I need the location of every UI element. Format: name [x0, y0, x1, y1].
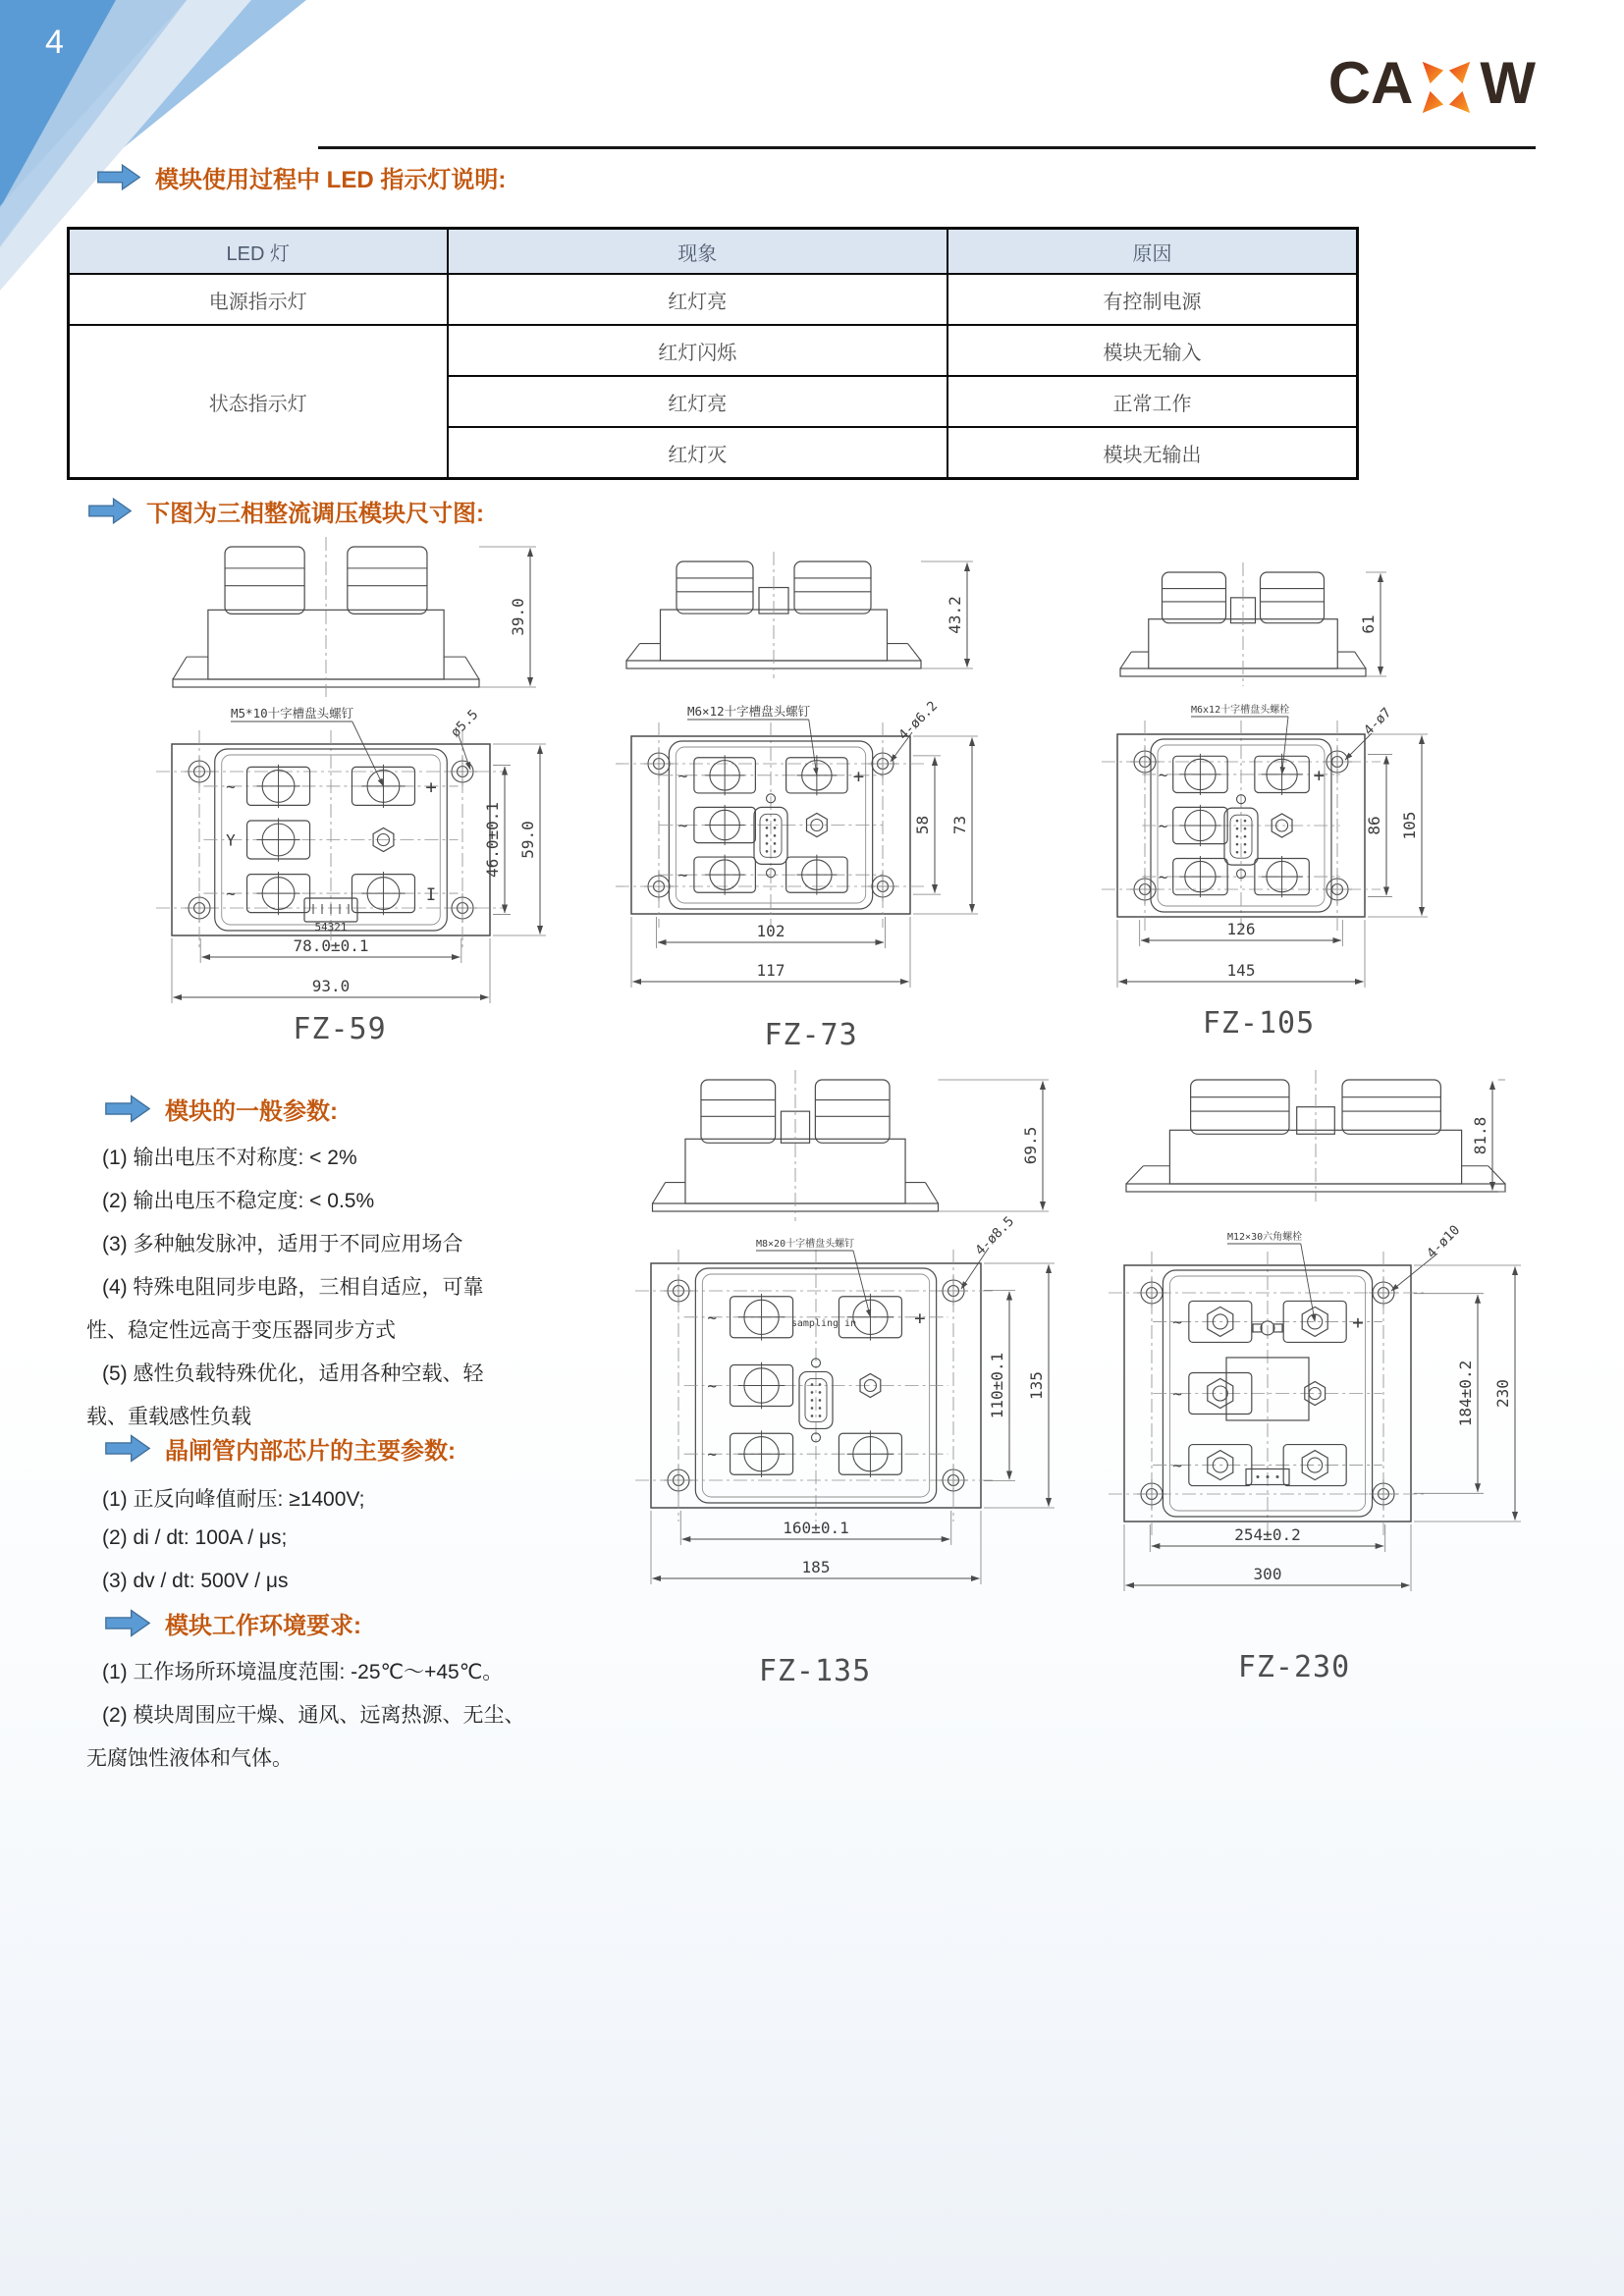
- general-param-item: 性、稳定性远高于变压器同步方式: [86, 1319, 396, 1342]
- screw-spec-label: M12×30六角螺栓: [1227, 1232, 1303, 1243]
- phase-symbol: ~: [1158, 868, 1168, 887]
- plus-terminal-label: +: [1352, 1311, 1364, 1334]
- general-param-item: 载、重载感性负载: [86, 1406, 251, 1428]
- section-header-general: [104, 1092, 338, 1126]
- env-item: (1) 工作场所环境温度范围: -25℃～+45℃。: [102, 1661, 504, 1683]
- height-inner-dim: 86: [1365, 816, 1383, 835]
- hole-spec-label: ø5.5: [448, 707, 482, 741]
- hole-spec-label: 4-ø7: [1361, 705, 1395, 739]
- minus-terminal-label: I: [425, 885, 437, 906]
- chip-param-item: (1) 正反向峰值耐压: ≥1400V;: [102, 1488, 365, 1511]
- cell-cause: 正常工作: [947, 376, 1358, 427]
- sampling-in-label: sampling in: [790, 1317, 857, 1329]
- phase-symbol: ~: [707, 1376, 717, 1396]
- cell-led: 电源指示灯: [69, 274, 448, 325]
- drawing-caption: FZ-135: [758, 1654, 872, 1688]
- env-item: (2) 模块周围应干燥、通风、远离热源、无尘、: [102, 1704, 525, 1727]
- cell-phenomenon: 红灯闪烁: [448, 325, 947, 376]
- width-outer-dim: 185: [801, 1558, 831, 1576]
- drawing-caption: FZ-73: [764, 1018, 858, 1052]
- width-inner-dim: 126: [1226, 920, 1256, 938]
- side-height-dim: 69.5: [1021, 1126, 1040, 1165]
- logo-text-w: W: [1480, 50, 1536, 116]
- width-inner-dim: 102: [756, 922, 785, 940]
- hole-spec-label: 4-ø8.5: [972, 1213, 1018, 1259]
- width-outer-dim: 300: [1253, 1565, 1282, 1583]
- height-outer-dim: 230: [1493, 1379, 1512, 1408]
- connector-pin-label: 54321: [314, 921, 348, 934]
- screw-spec-label: M5*10十字槽盘头螺钉: [231, 706, 354, 721]
- col-header-led: LED 灯: [69, 229, 448, 275]
- phase-symbol: ~: [707, 1445, 717, 1465]
- chip-param-item: (3) dv / dt: 500V / μs: [102, 1570, 289, 1592]
- fz-135-drawing: [635, 1070, 1055, 1688]
- general-param-item: (5) 感性负载特殊优化，适用各种空载、轻: [102, 1362, 484, 1385]
- drawing-caption: FZ-105: [1202, 1006, 1316, 1041]
- plus-terminal-label: +: [852, 765, 865, 787]
- cell-cause: 有控制电源: [947, 274, 1358, 325]
- fz-230-drawing: [1109, 1070, 1521, 1684]
- plus-terminal-label: +: [914, 1307, 926, 1329]
- side-height-dim: 61: [1359, 614, 1378, 634]
- env-item: 无腐蚀性液体和气体。: [86, 1747, 293, 1770]
- plus-terminal-label: +: [1313, 764, 1326, 786]
- phase-symbol: ~: [1158, 765, 1168, 784]
- width-outer-dim: 93.0: [311, 977, 351, 995]
- screw-spec-label: M6×12十字槽盘头螺钉: [687, 704, 811, 719]
- phase-symbol: ~: [677, 816, 688, 835]
- col-header-cause: 原因: [947, 229, 1358, 275]
- section-arrow-icon: [104, 1607, 151, 1639]
- phase-symbol: ~: [707, 1308, 717, 1327]
- height-outer-dim: 135: [1027, 1371, 1046, 1400]
- section-arrow-icon: [104, 1432, 151, 1465]
- phase-symbol: ~: [677, 766, 688, 785]
- section-title: 模块工作环境要求:: [165, 1613, 361, 1639]
- fz-73-drawing: [616, 552, 978, 1052]
- section-title: 下图为三相整流调压模块尺寸图:: [146, 501, 484, 527]
- section-title: 模块的一般参数:: [165, 1098, 338, 1125]
- hole-spec-label: 4-ø6.2: [895, 698, 942, 744]
- logo-text-ca: CA: [1327, 50, 1414, 116]
- phase-symbol: ~: [226, 776, 236, 796]
- width-inner-dim: 254±0.2: [1234, 1525, 1301, 1544]
- height-outer-dim: 73: [950, 815, 969, 835]
- cell-phenomenon: 红灯灭: [448, 427, 947, 479]
- width-inner-dim: 78.0±0.1: [293, 936, 369, 955]
- drawing-caption: FZ-230: [1237, 1650, 1351, 1684]
- phase-symbol: ~: [1172, 1384, 1182, 1404]
- phase-symbol: ~: [226, 884, 236, 904]
- phase-symbol: ~: [1158, 817, 1168, 835]
- phase-symbol: ~: [1172, 1456, 1182, 1475]
- width-inner-dim: 160±0.1: [783, 1519, 849, 1537]
- hole-spec-label: 4-ø10: [1424, 1222, 1464, 1262]
- drawing-caption: FZ-59: [293, 1012, 387, 1046]
- height-inner-dim: 46.0±0.1: [483, 801, 502, 879]
- side-height-dim: 81.8: [1471, 1116, 1489, 1155]
- plus-terminal-label: +: [425, 775, 437, 798]
- screw-spec-label: M8×20十字槽盘头螺钉: [756, 1239, 855, 1250]
- general-param-item: (4) 特殊电阻同步电路，三相自适应，可靠: [102, 1276, 484, 1299]
- phase-symbol: ~: [677, 866, 688, 885]
- height-inner-dim: 58: [913, 815, 932, 835]
- cell-cause: 模块无输出: [947, 427, 1358, 479]
- section-title: 晶闸管内部芯片的主要参数:: [165, 1438, 456, 1465]
- section-arrow-icon: [104, 1093, 151, 1125]
- page-number: 4: [45, 24, 64, 61]
- general-param-item: (1) 输出电压不对称度: < 2%: [102, 1147, 357, 1169]
- section-header-env: [104, 1606, 361, 1640]
- general-param-item: (3) 多种触发脉冲，适用于不同应用场合: [102, 1233, 463, 1255]
- phase-symbol: Y: [226, 830, 236, 850]
- screw-spec-label: M6x12十字槽盘头螺栓: [1191, 705, 1290, 716]
- chip-param-item: (2) di / dt: 100A / μs;: [102, 1526, 288, 1549]
- height-inner-dim: 110±0.1: [988, 1352, 1006, 1419]
- height-outer-dim: 105: [1400, 811, 1419, 840]
- height-inner-dim: 184±0.2: [1456, 1360, 1475, 1427]
- cell-phenomenon: 红灯亮: [448, 376, 947, 427]
- fz-59-drawing: [156, 537, 546, 1046]
- section-title: 模块使用过程中 LED 指示灯说明:: [155, 167, 507, 193]
- side-height-dim: 43.2: [946, 596, 964, 634]
- col-header-phenomenon: 现象: [448, 229, 947, 275]
- cell-led-status: 状态指示灯: [69, 325, 448, 479]
- cell-phenomenon: 红灯亮: [448, 274, 947, 325]
- height-outer-dim: 59.0: [518, 821, 537, 859]
- phase-symbol: ~: [1172, 1312, 1182, 1332]
- fz-105-drawing: [1102, 562, 1428, 1041]
- general-param-item: (2) 输出电压不稳定度: < 0.5%: [102, 1190, 375, 1212]
- cell-cause: 模块无输入: [947, 325, 1358, 376]
- side-height-dim: 39.0: [509, 598, 527, 636]
- width-outer-dim: 145: [1226, 961, 1256, 980]
- width-outer-dim: 117: [756, 961, 785, 980]
- section-header-chip: [104, 1431, 456, 1466]
